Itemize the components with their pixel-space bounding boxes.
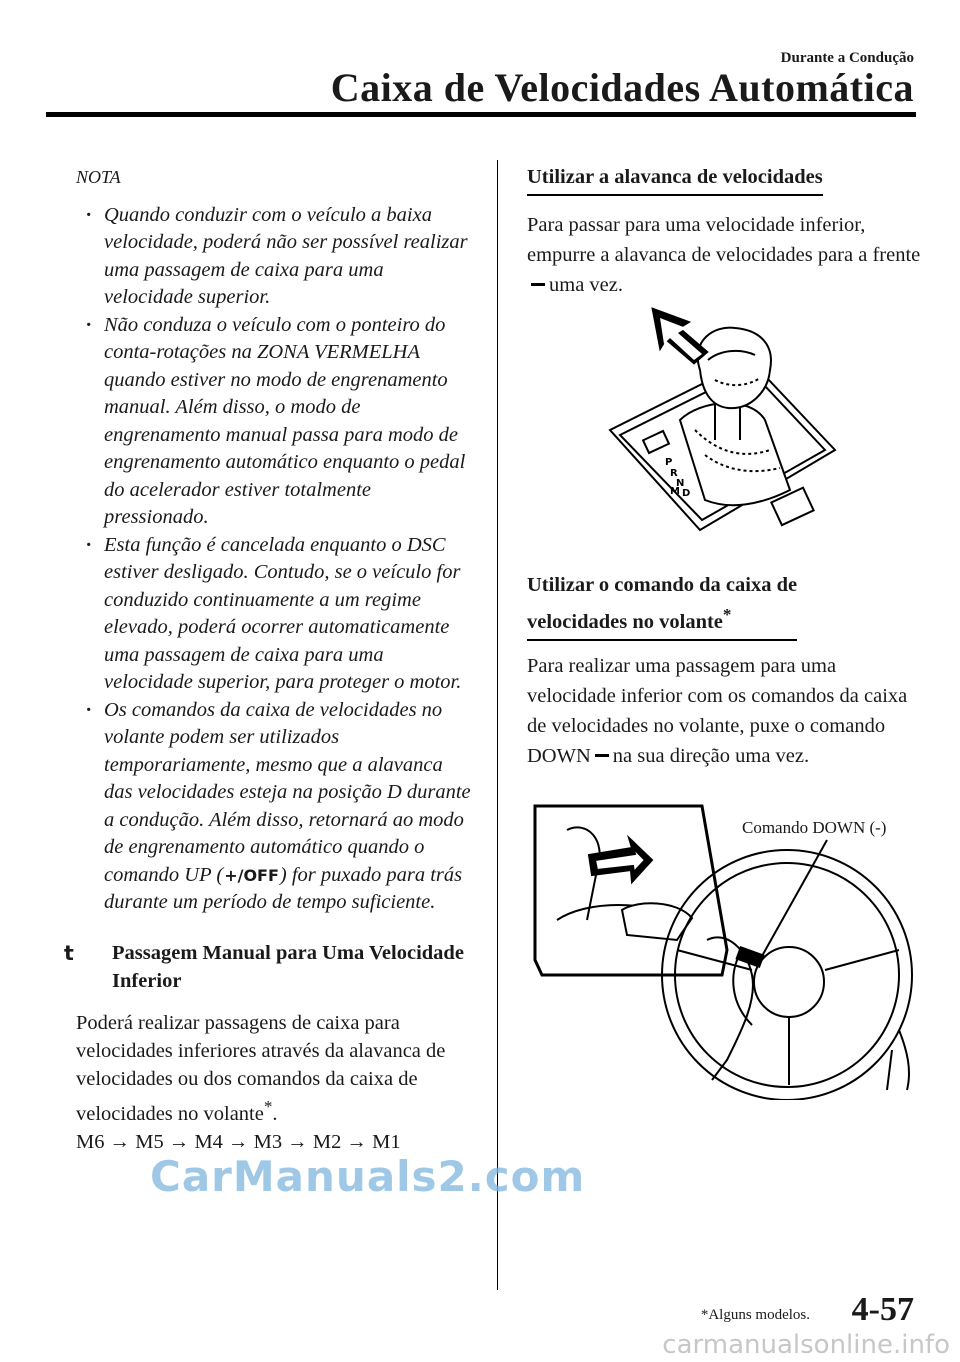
note-bullet-3-text-a: Os comandos da caixa de velocidades no volante podem ser utilizados temporariamente, mesmo que a alavanca das velocidades esteja na posição D durante a condução. Além disso, retornará ao modo de engrenamento automático quando o comando UP ( <box>104 698 471 886</box>
subsection-heading <box>64 939 476 995</box>
gear-letter-n: N <box>676 478 685 489</box>
page-number: 4-57 <box>851 1291 914 1328</box>
steering-shift-text-a: Para realizar uma passagem para uma velocidade inferior com os comandos da caixa de velocidades no volante, puxe o comando DOWN <box>527 654 908 767</box>
gear-letter-m: M <box>670 486 680 497</box>
downshift-paragraph-end: . <box>272 1102 278 1125</box>
watermark: CarManuals2.com <box>150 1152 586 1201</box>
note-bullet-2-continued <box>76 532 476 697</box>
gear-letter-r: R <box>670 468 678 479</box>
note-bullet-3 <box>76 697 476 917</box>
gear-letter-p: P <box>665 457 673 468</box>
subsection-heading-text: Passagem Manual para Uma Velocidade Inferior <box>112 941 464 992</box>
header-rule <box>46 112 916 117</box>
minus-icon <box>531 283 545 286</box>
note-bullet-2: · Não conduza o veículo com o ponteiro do conta-rotações na ZONA VERMELHA quando estiver no modo de engrenamento manual. Além disso, o modo de engrenamento manual passa para modo de engrenamento automático enquanto o pedal do acelerador estiver totalmente pressionado. <box>76 312 476 532</box>
section-label: Durante a Condução <box>780 50 914 66</box>
shift-lever-text-a: Para passar para uma velocidade inferior, empurre a alavanca de velocidades para a frente <box>527 214 921 266</box>
gear-sequence: M6 → M5 → M4 → M3 → M2 → M1 <box>76 1131 401 1154</box>
steering-footnote-star: * <box>722 605 732 624</box>
steering-shift-heading-a: Utilizar o comando da caixa de <box>527 574 798 596</box>
note-bullet-3-text-b: ) for puxado para trás durante um período de tempo suficiente. <box>104 863 463 913</box>
down-paddle-callout: Comando DOWN (-) <box>742 818 887 837</box>
note-label: NOTA <box>76 167 121 187</box>
footnote: *Alguns modelos. <box>700 1307 810 1323</box>
note-bullet-2-continued-text: Esta função é cancelada enquanto o DSC estiver desligado. Contudo, se o veículo for conduzido continuamente a um regime elevado, poderá ocorrer automaticamente uma passagem de caixa para uma velocidade superior, para proteger o motor. <box>104 533 462 693</box>
steering-wheel-illustration <box>527 800 927 1100</box>
left-column <box>64 160 476 1157</box>
page-title: Caixa de Velocidades Automática <box>330 65 914 110</box>
steering-shift-text-b: na sua direção uma vez. <box>612 744 810 767</box>
downshift-paragraph <box>76 1009 476 1128</box>
footnote-star: * <box>263 1096 273 1116</box>
steering-shift-heading <box>527 570 797 641</box>
downshift-paragraph-text: Poderá realizar passagens de caixa para velocidades inferiores através da alavanca de velocidades ou dos comandos da caixa de velocidades no volante <box>76 1011 446 1125</box>
right-column <box>527 158 922 300</box>
section-marker-icon: t <box>64 940 74 965</box>
minus-icon-2 <box>595 754 609 757</box>
note-bullet-1: · Quando conduzir com o veículo a baixa velocidade, poderá não ser possível realizar uma passagem de caixa para uma velocidade superior. <box>76 202 476 312</box>
steering-shift-heading-b: velocidades no volante <box>527 610 723 633</box>
shift-lever-text <box>527 210 922 300</box>
gear-letter-d: D <box>682 488 691 499</box>
shift-lever-text-b: uma vez. <box>549 274 623 296</box>
push-forward-arrow-icon <box>652 308 708 364</box>
shift-lever-illustration <box>590 300 850 540</box>
bottom-watermark: carmanualsonline.info <box>662 1330 950 1360</box>
column-divider <box>497 160 498 1290</box>
up-off-icon: +/OFF <box>224 865 279 885</box>
steering-shift-text <box>527 651 922 771</box>
steering-section <box>527 566 922 771</box>
shift-lever-heading: Utilizar a alavanca de velocidades <box>527 162 823 196</box>
